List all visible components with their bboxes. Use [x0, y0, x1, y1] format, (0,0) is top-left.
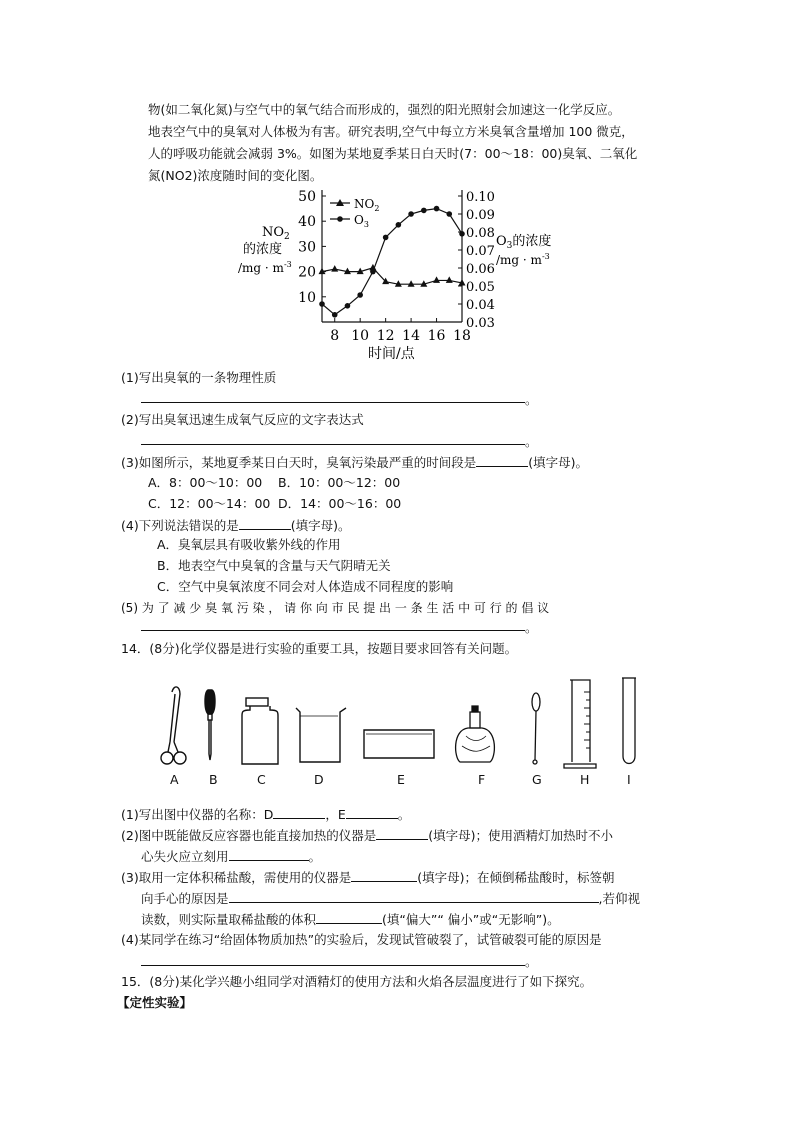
q13-part2-period: 。 [525, 434, 538, 449]
instrument-label-e: E [397, 772, 405, 787]
y-right-label-2: $/mg \cdot m^{-3}$ [496, 252, 550, 267]
instrument-h-graduated-cylinder [564, 680, 596, 768]
instrument-label-i: I [627, 772, 631, 787]
q13-part4-optA: A．臭氧层具有吸收紫外线的作用 [157, 537, 341, 552]
y-right-tick-label: 0.06 [466, 262, 495, 277]
o3-point [345, 303, 351, 309]
q13-part1-answer-line[interactable] [141, 402, 525, 403]
y-right-tick-label: 0.03 [466, 316, 495, 331]
q14-part1-blank-e[interactable] [346, 804, 398, 819]
y-left-label-2: 的浓度 [243, 242, 283, 257]
q14-title: 14．(8分)化学仪器是进行实验的重要工具，按题目要求回答有关问题。 [121, 641, 518, 656]
q13-part5-answer-line[interactable] [141, 630, 525, 631]
legend-no2-label: $NO_2$ [354, 197, 380, 213]
instrument-a-tongs [161, 687, 186, 764]
x-tick-label: 16 [427, 328, 446, 344]
x-axis-label: 时间/点 [368, 346, 415, 362]
series-line-0 [322, 268, 462, 284]
intro-line-4: 氮(NO2)浓度随时间的变化图。 [148, 168, 323, 183]
q14-part3-blank-1[interactable] [351, 867, 417, 882]
o3-point [319, 301, 325, 307]
instrument-label-f: F [478, 772, 486, 787]
q13-part3-optB: B．10：00～12：00 [278, 475, 401, 490]
instrument-b-dropper [205, 690, 215, 760]
o3-point [459, 231, 465, 237]
no2-point [408, 280, 415, 287]
q13-part3-blank[interactable] [476, 452, 528, 467]
q13-part3-optD: D．14：00～16：00 [278, 496, 402, 511]
o3-point [370, 269, 376, 275]
o3-point [383, 235, 389, 241]
o3-point [357, 292, 363, 298]
instrument-label-h: H [580, 772, 590, 787]
q15-section-heading: 【定性实验】 [117, 995, 193, 1010]
no2-point [433, 276, 440, 283]
q13-part3: (3)如图所示，某地夏季某日白天时，臭氧污染最严重的时间段是 (填字母)。 [121, 452, 588, 473]
instrument-e-evaporating-dish [364, 730, 434, 758]
q13-part5: (5) 为 了 减 少 臭 氧 污 染 ， 请 你 向 市 民 提 出 一 条 生 活 中 可 行 的 倡 议 [121, 601, 550, 615]
x-tick-label: 12 [376, 328, 395, 344]
o3-point [446, 211, 452, 217]
o3-point [396, 222, 402, 228]
y-left-label-1: $NO_2$ [262, 225, 290, 242]
instrument-label-d: D [314, 772, 324, 787]
y-left-tick-label: 40 [298, 214, 316, 231]
y-right-tick-label: 0.08 [466, 226, 495, 241]
instrument-d-beaker [296, 708, 346, 762]
q14-part2-blank-1[interactable] [376, 825, 428, 840]
instrument-c-reagent-bottle [242, 698, 278, 764]
x-tick-label: 14 [402, 328, 421, 344]
intro-line-3: 人的呼吸功能就会减弱 3%。如图为某地夏季某日白天时(7：00～18：00)臭氧、二氧化 [148, 146, 638, 161]
legend-o3-marker [337, 216, 343, 222]
q14-part2-cont: 心失火应立刻用 。 [141, 846, 321, 867]
q13-part2-answer-line[interactable] [141, 444, 525, 445]
q14-part2-blank-2[interactable] [229, 846, 309, 861]
q14-part3: (3)取用一定体积稀盐酸，需使用的仪器是 (填字母)；在倾倒稀盐酸时，标签朝 [121, 867, 614, 888]
y-left-tick-label: 10 [298, 289, 316, 306]
q14-part2: (2)图中既能做反应容器也能直接加热的仪器是 (填字母)；使用酒精灯加热时不小 [121, 825, 613, 846]
x-tick-label: 10 [351, 328, 370, 344]
legend-o3-label: $O_3$ [354, 213, 369, 229]
y-left-tick-label: 20 [298, 264, 316, 281]
series-line-1 [322, 209, 462, 315]
q13-part2: (2)写出臭氧迅速生成氧气反应的文字表达式 [121, 412, 364, 427]
instrument-label-c: C [257, 772, 266, 787]
q14-part3-blank-3[interactable] [316, 909, 382, 924]
o3-point [332, 312, 338, 318]
instrument-g-spoon [532, 693, 540, 764]
q14-part4-answer-line[interactable] [141, 965, 525, 966]
instrument-label-b: B [209, 772, 218, 787]
q13-part3-optC: C．12：00～14：00 [148, 496, 271, 511]
q13-part1-period: 。 [525, 392, 538, 407]
instrument-label-a: A [170, 772, 179, 787]
o3-point [434, 206, 440, 212]
o3-point [408, 211, 414, 217]
q14-part3-cont2: 读数，则实际量取稀盐酸的体积 (填“偏大”“ 偏小”或“无影响”)。 [141, 909, 560, 930]
q13-part3-optA: A．8：00～10：00 [148, 475, 263, 490]
y-left-label-3: $/mg \cdot m^{-3}$ [238, 260, 292, 275]
instrument-i-test-tube [622, 678, 636, 764]
q14-part3-blank-2[interactable] [229, 888, 599, 903]
y-right-tick-label: 0.09 [466, 208, 495, 223]
x-tick-label: 18 [453, 328, 471, 344]
y-right-tick-label: 0.05 [466, 280, 495, 295]
y-left-tick-label: 50 [298, 189, 316, 205]
instrument-label-g: G [532, 772, 542, 787]
y-right-tick-label: 0.04 [466, 298, 495, 313]
q13-part4-blank[interactable] [239, 515, 291, 530]
o3-point [421, 208, 427, 214]
y-right-tick-label: 0.10 [466, 190, 495, 205]
q14-part4: (4)某同学在练习“给固体物质加热”的实验后，发现试管破裂了，试管破裂可能的原因是 [121, 932, 602, 947]
q13-part4-optB: B．地表空气中臭氧的含量与天气阴晴无关 [157, 558, 391, 573]
no2-point [331, 265, 338, 272]
x-tick-label: 8 [330, 328, 340, 344]
y-right-label-1: $O_3$的浓度 [496, 234, 552, 251]
q14-part1: (1)写出图中仪器的名称：D ，E 。 [121, 804, 410, 825]
q14-part3-cont: 向手心的原因是 ,若仰视 [141, 888, 640, 909]
intro-line-2: 地表空气中的臭氧对人体极为有害。研究表明,空气中每立方米臭氧含量增加 100 微克， [148, 124, 634, 139]
intro-line-1: 物(如二氧化氮)与空气中的氧气结合而形成的，强烈的阳光照射会加速这一化学反应。 [148, 102, 621, 117]
no2-point [446, 276, 453, 283]
instrument-f-alcohol-lamp [456, 706, 495, 762]
q15-title: 15．(8分)某化学兴趣小组同学对酒精灯的使用方法和火焰各层温度进行了如下探究。 [121, 974, 593, 989]
concentration-chart [0, 0, 794, 380]
y-left-tick-label: 30 [298, 239, 316, 256]
q13-part5-period: 。 [525, 620, 538, 635]
y-right-tick-label: 0.07 [466, 244, 495, 259]
q13-part1: (1)写出臭氧的一条物理性质 [121, 370, 277, 385]
q13-part4-optC: C．空气中臭氧浓度不同会对人体造成不同程度的影响 [157, 579, 454, 594]
q13-part4: (4)下列说法错误的是 (填字母)。 [121, 515, 350, 536]
q14-part1-blank-d[interactable] [273, 804, 325, 819]
q14-part4-period: 。 [525, 954, 538, 969]
